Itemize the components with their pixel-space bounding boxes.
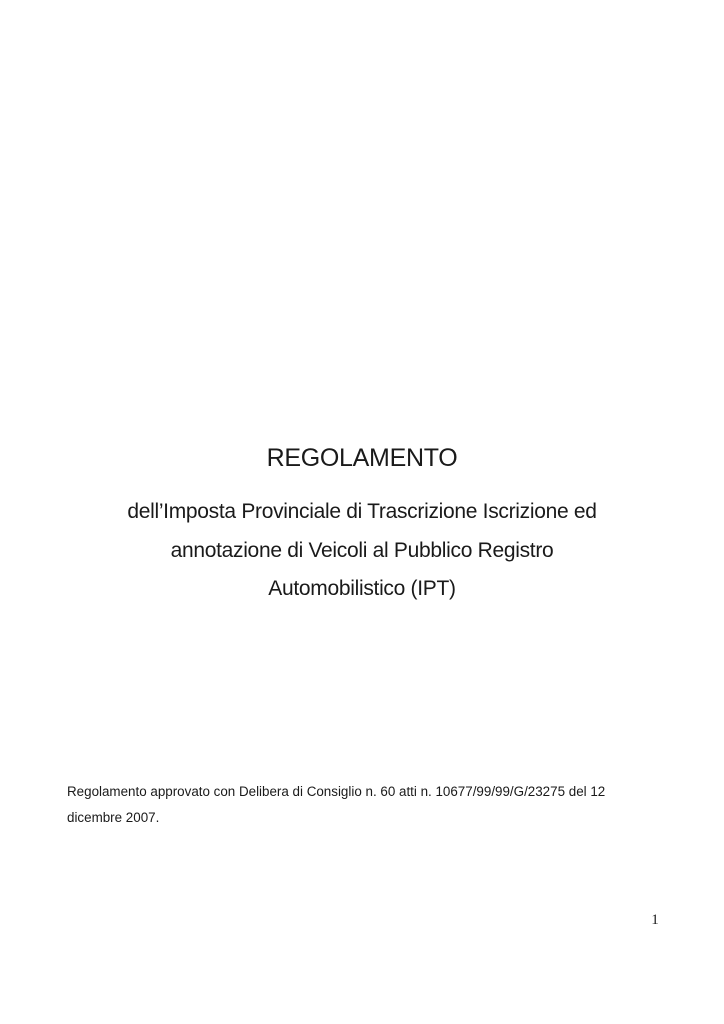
approval-line: Regolamento approvato con Delibera di Consiglio n. 60 atti n. 10677/99/99/G/23275 del 12 xyxy=(67,784,606,799)
approval-line: dicembre 2007. xyxy=(67,810,160,825)
subtitle-line: annotazione di Veicoli al Pubblico Registro xyxy=(170,538,554,562)
document-title: REGOLAMENTO xyxy=(266,444,458,472)
subtitle-line: Automobilistico (IPT) xyxy=(268,577,456,600)
approval-note xyxy=(67,779,667,831)
subtitle-line: dell’Imposta Provinciale di Trascrizione Iscrizione ed xyxy=(127,500,597,523)
document-subtitle xyxy=(62,493,662,609)
page-number: 1 xyxy=(651,912,659,928)
